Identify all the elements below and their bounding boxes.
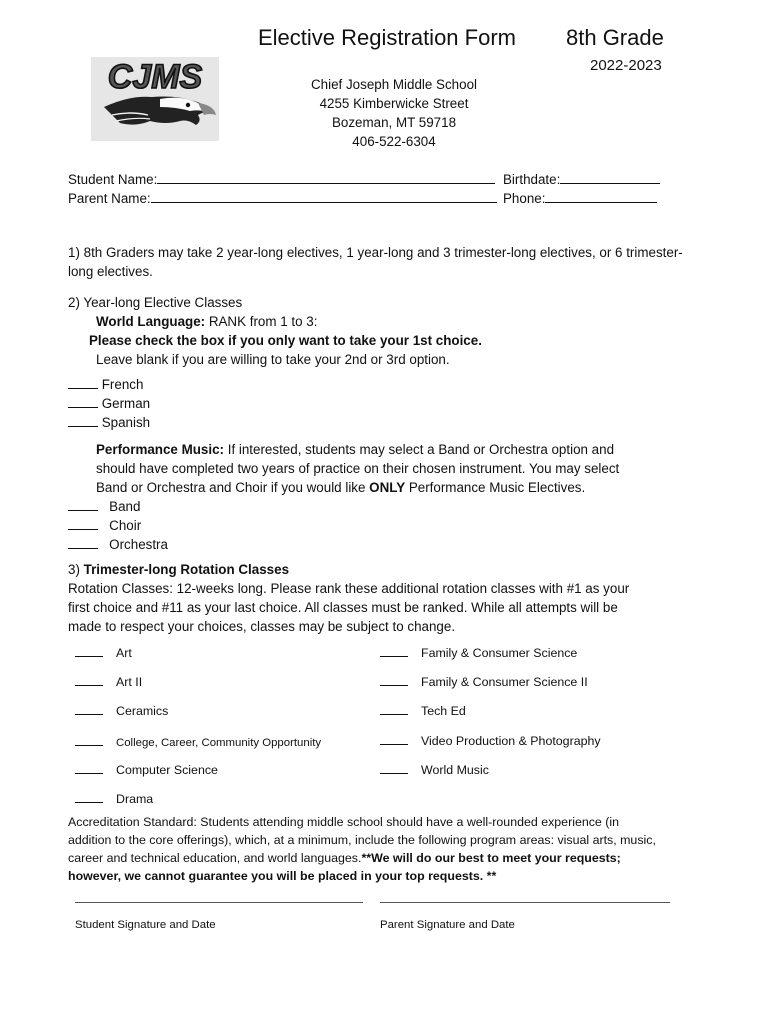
form-title: Elective Registration Form [258, 25, 516, 50]
class-option-family-consumer-science-ii[interactable]: Family & Consumer Science II [380, 673, 588, 689]
performance-music-line-3: Band or Orchestra and Choir if you would like ONLY Performance Music Electives. [96, 480, 586, 495]
school-city: Bozeman, MT 59718 [331, 115, 457, 130]
class-option-computer-science[interactable]: Computer Science [75, 761, 218, 777]
class-option-ceramics[interactable]: Ceramics [75, 702, 168, 718]
parent-signature-line[interactable] [380, 902, 670, 903]
world-language-line [96, 312, 317, 331]
parent-name-label: Parent Name: [68, 191, 151, 206]
world-language-label: World Language: [96, 314, 206, 329]
music-option-orchestra[interactable]: Orchestra [68, 535, 168, 554]
section-3-text-1: Rotation Classes: 12-weeks long. Please rank these additional rotation classes with #1 as your [68, 581, 630, 596]
class-option-college-career[interactable]: College, Career, Community Opportunity [75, 733, 321, 749]
class-option-tech-ed[interactable]: Tech Ed [380, 702, 466, 718]
cjms-logo [90, 55, 220, 143]
grade-label: 8th Grade [566, 25, 664, 50]
student-name-field[interactable] [68, 170, 495, 189]
accreditation-line-2: addition to the core offerings), which, at a minimum, include the following program areas: visual arts, music, [68, 833, 656, 847]
parent-name-field[interactable] [68, 189, 497, 208]
class-option-family-consumer-science[interactable]: Family & Consumer Science [380, 644, 577, 660]
music-option-choir[interactable]: Choir [68, 516, 141, 535]
phone-label: Phone: [503, 191, 546, 206]
section-2-heading: 2) Year-long Elective Classes [68, 295, 243, 310]
performance-music-line-2: should have completed two years of practice on their chosen instrument. You may select [96, 461, 620, 476]
language-option-spanish[interactable]: Spanish [68, 413, 150, 432]
class-option-video-production[interactable]: Video Production & Photography [380, 732, 601, 748]
accreditation-line-4: however, we cannot guarantee you will be placed in your top requests. ** [68, 869, 497, 883]
student-signature-line[interactable] [75, 902, 363, 903]
school-year: 2022-2023 [590, 57, 662, 74]
leave-blank-note: Leave blank if you are willing to take your 2nd or 3rd option. [96, 352, 450, 367]
school-address [280, 75, 508, 151]
world-language-text: RANK from 1 to 3: [205, 314, 318, 329]
check-box-note: Please check the box if you only want to take your 1st choice. [89, 333, 482, 348]
performance-music-line-1: Performance Music: If interested, students may select a Band or Orchestra option and [96, 442, 615, 457]
class-option-art[interactable]: Art [75, 644, 132, 660]
student-signature-label: Student Signature and Date [75, 919, 216, 931]
music-option-band[interactable]: Band [68, 497, 140, 516]
class-option-drama[interactable]: Drama [75, 790, 153, 806]
accreditation-line-3: career and technical education, and world languages.**We will do our best to meet your requests; [68, 851, 621, 865]
parent-signature-label: Parent Signature and Date [380, 919, 515, 931]
accreditation-line-1: Accreditation Standard: Students attending middle school should have a well-rounded experience (in [68, 815, 620, 829]
school-phone: 406-522-6304 [352, 134, 436, 149]
section-1-text: 1) 8th Graders may take 2 year-long electives, 1 year-long and 3 trimester-long electives, or 6 trimester-long electives. [68, 245, 683, 279]
school-street: 4255 Kimberwicke Street [319, 96, 469, 111]
performance-music-label: Performance Music: [96, 442, 224, 457]
logo-text: CJMS [107, 58, 203, 96]
section-3-text-2: first choice and #11 as your last choice. All classes must be ranked. While all attempts will be [68, 600, 618, 615]
section-3-heading: 3) Trimester-long Rotation Classes [68, 562, 290, 577]
language-option-french[interactable]: French [68, 375, 143, 394]
language-option-german[interactable]: German [68, 394, 150, 413]
class-option-world-music[interactable]: World Music [380, 761, 489, 777]
phone-field[interactable] [503, 189, 657, 208]
birthdate-label: Birthdate: [503, 172, 561, 187]
school-name: Chief Joseph Middle School [311, 77, 477, 92]
student-name-label: Student Name: [68, 172, 158, 187]
birthdate-field[interactable] [503, 170, 660, 189]
section-3-text-3: made to respect your choices, classes may be subject to change. [68, 619, 456, 634]
class-option-art-ii[interactable]: Art II [75, 673, 142, 689]
